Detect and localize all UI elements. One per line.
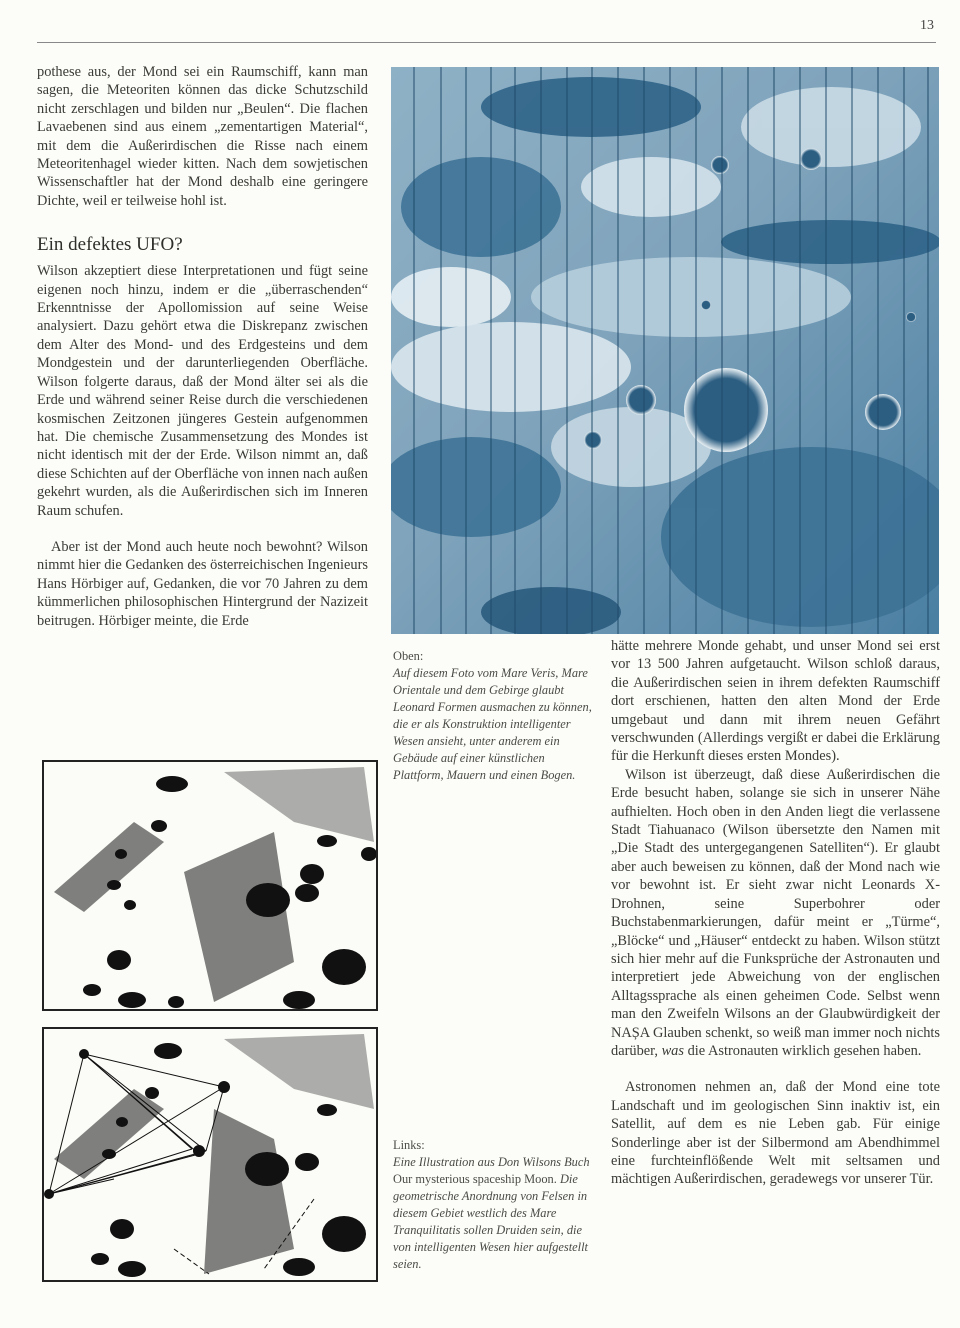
caption-text: Eine Illustration aus Don Wilsons Buch (393, 1155, 590, 1169)
right-column (611, 637, 940, 1189)
illustration-graphic (44, 1029, 376, 1280)
body-paragraph (611, 766, 940, 1061)
body-paragraph: Astronomen nehmen an, daß der Mond eine tote Landschaft und im geologischen Sinn inaktiv ist, ein Satellit, auf dem es nie Leben gab. Für einige Sonderlinge aber ist der Silbermond am Abendhimmel eine furchteinflößende Welt mit seltsamen und mächtigen Außerirdischen, geradewegs vor unserer Tür. (611, 1079, 940, 1188)
body-paragraph: Wilson akzeptiert diese Interpretationen und fügt seine eigenen noch hinzu, indem er die „überraschenden“ Erkenntnisse der Apollomission auf seine Weise analysiert. Dazu gehört etwa die Diskrepanz zwischen dem Alter des Mond- und des Erdgesteins und dem Mondgestein und der darunterliegenden Oberfläche. Wilson folgerte daraus, daß der Mond älter sei als die Erde und während seiner Reise durch die verschiedenen kosmischen Zeitzonen jüngeres Gestein aufgenommen hat. Die chemische Zusammensetzung des Mondes ist nicht identisch mit der der Erde. Wilson nimmt an, daß diese Schichten auf der Oberfläche von innen nach außen gekehrt wurden, als die Außerirdischen sich im Inneren Raum schufen. (37, 263, 368, 519)
crater (701, 300, 711, 310)
crater (865, 394, 901, 430)
book-title: Our mysterious spaceship Moon. (393, 1172, 557, 1186)
crater (584, 431, 602, 449)
body-paragraph: Aber ist der Mond auch heute noch bewohnt? Wilson nimmt hier die Gedanken des österreichischen Ingenieurs Hans Hörbiger auf, Gedanken, die vor 70 Jahren zu dem kümmerlichen philosophischen Hintergrund der Nazizeit beitrugen. Hörbiger meinte, die Erde (37, 538, 368, 629)
photo-caption-top (393, 648, 598, 784)
crater (626, 385, 656, 415)
caption-lead: Oben: (393, 649, 424, 663)
moon-illustration-geometric (42, 1027, 378, 1282)
page-number: 13 (920, 18, 934, 33)
section-heading: Ein defektes UFO? (37, 234, 183, 256)
crater (906, 312, 916, 322)
moon-illustration (42, 760, 378, 1011)
body-paragraph: hätte mehrere Monde gehabt, und unser Mond sei erst vor 13 500 Jahren aufgetaucht. Wilson schloß daraus, die Außerirdischen seien in ihrem defekten Raumschiff dort erschienen, hatten den alten Mond der Erde umgebaut und dann mit ihrem neuen Gefährt verschwunden (Allerdings vergißt er dabei die Erklärung für die Herkunft dieses ersten Mondes). (611, 638, 940, 765)
left-column (37, 63, 368, 630)
crater (711, 156, 729, 174)
intro-paragraph: pothese aus, der Mond sei ein Raumschiff, kann man sagen, die Meteoriten können das dicke Schutzschild nicht zerschlagen und bilden nur „Beulen“. Die flachen Lavaebenen sind aus einem „zementartigen Material“, mit dem die Außerirdischen die Risse nach einem Meteoritenhagel wieder kitten. Nach dem sowjetischen Wissenschaftler hat der Mond deshalb eine geringere Dichte, weil er teilweise hohl ist. (37, 64, 368, 209)
paragraph-text: die Astronauten wirklich gesehen haben. (687, 1042, 922, 1059)
emphasis-word: was (661, 1042, 684, 1059)
illustration-graphic (44, 762, 376, 1009)
crater (800, 148, 822, 170)
moon-photo-graphic (391, 67, 939, 634)
header-rule (37, 42, 936, 43)
caption-text: Auf diesem Foto vom Mare Veris, Mare Orientale und dem Gebirge glaubt Leonard Formen ausmachen zu können, die er als Konstruktion intelligenter Wesen ansieht, unter anderem ein Gebäude auf einer künstlichen Plattform, Mauern und einen Bogen. (393, 666, 592, 782)
caption-lead: Links: (393, 1138, 425, 1152)
illustration-caption (393, 1137, 598, 1273)
paragraph-text: Wilson ist überzeugt, daß diese Außerirdischen die Erde besucht haben, solange sie sich in unserer Nähe aufhielten. Hoch oben in den Anden liegt die verlassene Stadt Tiahuanaco (Wilson übersetzte den Namen mit „Die Stadt des untergegangenen Satelliten“). Er glaubt aber auch beweisen zu können, daß der Mond nach wie vor bewohnt ist. Er sieht zwar nicht Leonards X-Drohnen, seine Superbohrer oder Buchstabenmarkierungen, dafür meint er „Türme“, „Blöcke“ und „Häuser“ entdeckt zu haben. Wilson stützt sich hier mehr auf die Funksprüche der Astronauten und interpretiert jede Abweichung von der englischen Alltagssprache als einen geheimen Code. Selbst wenn man den Zweifeln Wilsons an der Glaubwürdigkeit der NAȘA Glauben schenkt, so weiß man immer noch nichts darüber, (611, 766, 940, 1059)
moon-surface-photo (391, 67, 939, 634)
caption-text: Die geometrische Anordnung von Felsen in diesem Gebiet westlich des Mare Tranquilitatis sollen Druiden sein, die von intelligenten Wesen hier aufgestellt seien. (393, 1172, 588, 1271)
